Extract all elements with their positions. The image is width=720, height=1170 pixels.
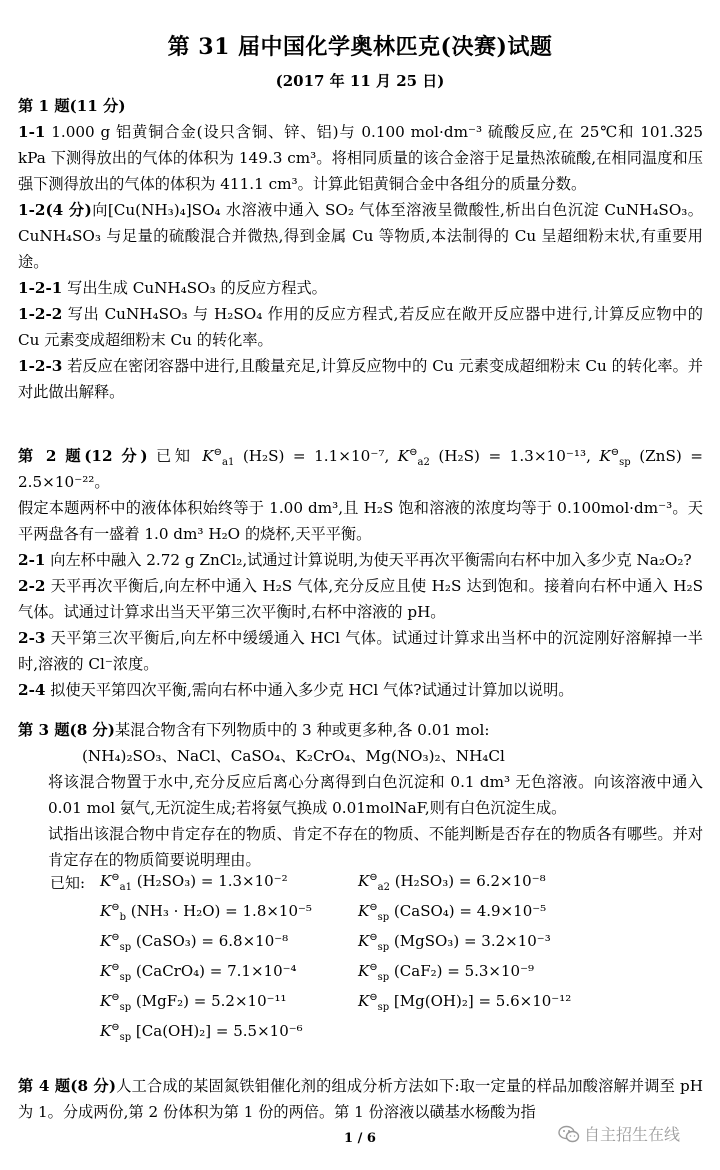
question-4 [18,1073,703,1125]
constant-9: $K^⊖_{sp}$ [Mg(OH)₂] = 5.6×10⁻¹² [358,992,572,1013]
question-2 [18,443,703,703]
question-2-1: 2-1 向左杯中融入 2.72 g ZnCl₂,试通过计算说明,为使天平再次平衡需向右杯中加入多少克 Na₂O₂? [18,551,692,569]
question-2-2: 2-2 天平再次平衡后,向左杯中通入 H₂S 气体,充分反应且使 H₂S 达到饱和。接着向右杯中通入 H₂S 气体。试通过计算求出当天平第三次平衡时,右杯中溶液的 pH。 [18,577,703,621]
constant-5: $K^⊖_{sp}$ (MgSO₃) = 3.2×10⁻³ [358,932,551,953]
question-2-assumption: 假定本题两杯中的液体体积始终等于 1.00 dm³,且 H₂S 饱和溶液的浓度均等于 0.100mol·dm⁻³。天平两盘各有一盛着 1.0 dm³ H₂O 的烧杯,天平平衡。 [18,499,703,543]
constant-6: $K^⊖_{sp}$ (CaCrO₄) = 7.1×10⁻⁴ [100,962,297,983]
exam-date: (2017 年 11 月 25 日) [275,72,445,90]
question-4-intro: 第 4 题(8 分)人工合成的某固氮铁钼催化剂的组成分析方法如下:取一定量的样品加酸溶解并调至 pH 为 1。分成两份,第 2 份体积为第 1 份的两倍。第 1 份溶液以磺基水杨酸为指 [18,1077,703,1121]
page-number: 1 / 6 [344,1131,376,1146]
known-label: 已知: [50,874,86,892]
question-2-4: 2-4 拟使天平第四次平衡,需向右杯中通入多少克 HCl 气体?试通过计算加以说明。 [18,681,574,699]
question-3-task: 试指出该混合物中肯定存在的物质、肯定不存在的物质、不能判断是否存在的物质各有哪些。并对肯定存在的物质简要说明理由。 [48,825,703,869]
question-1-2-2: 1-2-2 写出 CuNH₄SO₃ 与 H₂SO₄ 作用的反应方程式,若反应在敞开反应器中进行,计算反应物中的 Cu 元素变成超细粉末 Cu 的转化率。 [18,305,703,349]
watermark: 自主招生在线 [558,1122,680,1145]
question-3-intro: 第 3 题(8 分)某混合物含有下列物质中的 3 种或更多种,各 0.01 mol: [18,721,490,739]
constant-2: $K^⊖_b$ (NH₃ · H₂O) = 1.8×10⁻⁵ [100,902,312,923]
question-1-1: 1-1 1.000 g 铝黄铜合金(设只含铜、锌、铝)与 0.100 mol·dm⁻³ 硫酸反应,在 25℃和 101.325 kPa 下测得放出的气体的体积为 149.3 cm³。将相同质量的该合金溶于足量热浓硫酸,在相同温度和压强下测得放出的气体的体积为 411.1 cm³。计算此铝黄铜合金中各组分的质量分数。 [18,123,703,193]
question-3 [18,717,703,873]
substance-list: (NH₄)₂SO₃、NaCl、CaSO₄、K₂CrO₄、Mg(NO₃)₂、NH₄Cl [82,747,505,765]
question-1-2: 1-2(4 分)向[Cu(NH₃)₄]SO₄ 水溶液中通入 SO₂ 气体至溶液呈微酸性,析出白色沉淀 CuNH₄SO₃。CuNH₄SO₃ 与足量的硫酸混合并微热,得到金属 Cu 等物质,本法制得的 Cu 呈超细粉末状,有重要用途。 [18,201,703,271]
wechat-icon [558,1125,580,1143]
constant-7: $K^⊖_{sp}$ (CaF₂) = 5.3×10⁻⁹ [358,962,535,983]
page-title: 第 31 届中国化学奥林匹克(决赛)试题 [167,34,553,60]
constant-10: $K^⊖_{sp}$ [Ca(OH)₂] = 5.5×10⁻⁶ [100,1022,303,1043]
constant-0: $K^⊖_{a1}$ (H₂SO₃) = 1.3×10⁻² [100,872,288,893]
question-1-2-3: 1-2-3 若反应在密闭容器中进行,且酸量充足,计算反应物中的 Cu 元素变成超细粉末 Cu 的转化率。并对此做出解释。 [18,357,703,401]
constant-8: $K^⊖_{sp}$ (MgF₂) = 5.2×10⁻¹¹ [100,992,287,1013]
question-2-intro: 第 2 题(12 分) 已知 $K^⊖_{a1}$ (H₂S) = 1.1×10⁻⁷, $K^⊖_{a2}$ (H₂S) = 1.3×10⁻¹³, $K^⊖_{sp}$ (ZnS) = 2.5×10⁻²²。 [18,446,704,491]
constant-3: $K^⊖_{sp}$ (CaSO₄) = 4.9×10⁻⁵ [358,902,547,923]
constant-4: $K^⊖_{sp}$ (CaSO₃) = 6.8×10⁻⁸ [100,932,289,953]
constant-1: $K^⊖_{a2}$ (H₂SO₃) = 6.2×10⁻⁸ [358,872,546,893]
question-3-observation: 将该混合物置于水中,充分反应后离心分离得到白色沉淀和 0.1 dm³ 无色溶液。向该溶液中通入 0.01 mol 氨气,无沉淀生成;若将氨气换成 0.01molNaF,则有白色沉淀生成。 [48,773,703,817]
question-1-heading: 第 1 题(11 分) [18,97,126,115]
question-1 [18,93,703,405]
question-2-3: 2-3 天平第三次平衡后,向左杯中缓缓通入 HCl 气体。试通过计算求出当杯中的沉淀刚好溶解掉一半时,溶液的 Cl⁻浓度。 [18,629,703,673]
question-1-2-1: 1-2-1 写出生成 CuNH₄SO₃ 的反应方程式。 [18,279,327,297]
